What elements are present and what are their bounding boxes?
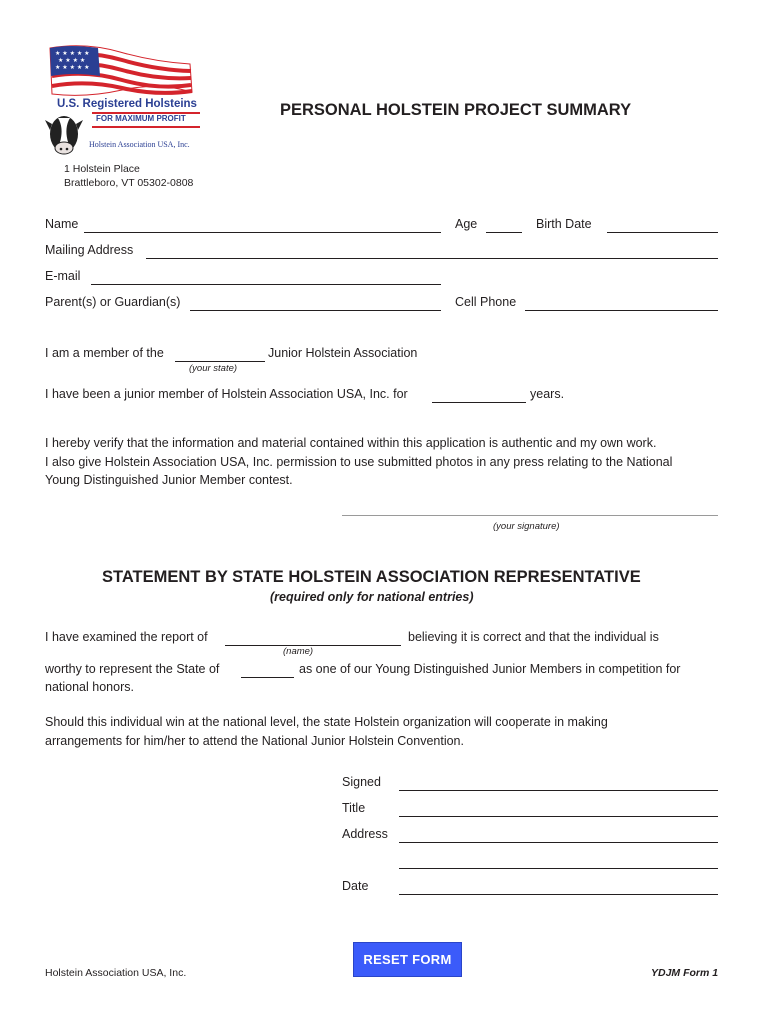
age-input[interactable] xyxy=(486,217,522,233)
years-suffix: years. xyxy=(530,387,565,401)
address-city: Brattleboro, VT 05302-0808 xyxy=(64,177,194,189)
cooperate-line-2: arrangements for him/her to attend the National Junior Holstein Convention. xyxy=(45,733,464,748)
worthy-line-2: national honors. xyxy=(45,680,134,694)
address-label: Address xyxy=(342,827,388,841)
years-input[interactable] xyxy=(432,387,526,403)
years-prefix: I have been a junior member of Holstein Association USA, Inc. for xyxy=(45,387,408,401)
svg-text:★ ★ ★ ★ ★: ★ ★ ★ ★ ★ xyxy=(55,64,90,71)
mailing-address-input[interactable] xyxy=(146,243,718,259)
address-input-line-2[interactable] xyxy=(399,853,718,869)
birth-date-input[interactable] xyxy=(607,217,718,233)
signed-label: Signed xyxy=(342,775,381,789)
signed-input[interactable] xyxy=(399,775,718,791)
parents-label: Parent(s) or Guardian(s) xyxy=(45,295,181,309)
logo-org-name: Holstein Association USA, Inc. xyxy=(89,140,190,149)
birth-date-label: Birth Date xyxy=(536,217,592,231)
flag-graphic xyxy=(40,42,200,104)
cell-phone-label: Cell Phone xyxy=(455,295,517,309)
logo-title: U.S. Registered Holsteins xyxy=(57,98,197,110)
cooperate-line-1: Should this individual win at the national level, the state Holstein organization will cooperate in making xyxy=(45,715,608,729)
svg-text:★ ★ ★ ★: ★ ★ ★ ★ xyxy=(58,57,86,64)
member-suffix: Junior Holstein Association xyxy=(268,346,418,360)
parents-input[interactable] xyxy=(190,295,441,311)
date-input[interactable] xyxy=(399,879,718,895)
state-hint: (your state) xyxy=(189,363,238,374)
logo xyxy=(40,42,200,162)
statement-subtitle: (required only for national entries) xyxy=(270,590,474,604)
date-label: Date xyxy=(342,879,369,893)
reset-form-button[interactable]: RESET FORM xyxy=(353,942,462,977)
verification-text xyxy=(45,434,725,490)
logo-ribbon xyxy=(92,112,200,128)
address-input[interactable] xyxy=(399,827,718,843)
verification-line-2: I also give Holstein Association USA, Inc. permission to use submitted photos in any press relating to the National xyxy=(45,454,673,469)
address-street: 1 Holstein Place xyxy=(64,163,140,175)
examined-name-input[interactable] xyxy=(225,630,401,646)
member-prefix: I am a member of the xyxy=(45,346,164,360)
mailing-address-label: Mailing Address xyxy=(45,243,134,257)
email-input[interactable] xyxy=(91,269,441,285)
verification-line-3: Young Distinguished Junior Member contest. xyxy=(45,473,293,487)
statement-title: STATEMENT BY STATE HOLSTEIN ASSOCIATION REPRESENTATIVE xyxy=(102,568,641,586)
title-input[interactable] xyxy=(399,801,718,817)
page-title: PERSONAL HOLSTEIN PROJECT SUMMARY xyxy=(280,101,632,119)
email-label: E-mail xyxy=(45,269,81,283)
logo-tagline: FOR MAXIMUM PROFIT xyxy=(96,114,186,123)
worthy-suffix: as one of our Young Distinguished Junior Members in competition for xyxy=(299,662,681,676)
name-hint: (name) xyxy=(283,646,314,657)
verification-line-1: I hereby verify that the information and material contained within this application is authentic and my own work. xyxy=(45,436,657,450)
cell-phone-input[interactable] xyxy=(525,295,718,311)
svg-text:★ ★ ★ ★ ★: ★ ★ ★ ★ ★ xyxy=(55,50,90,57)
title-label: Title xyxy=(342,801,366,815)
worthy-prefix: worthy to represent the State of xyxy=(45,662,220,676)
form-id: YDJM Form 1 xyxy=(651,967,719,979)
examined-prefix: I have examined the report of xyxy=(45,630,208,644)
examined-suffix: believing it is correct and that the individual is xyxy=(408,630,659,644)
name-input[interactable] xyxy=(84,217,441,233)
name-label: Name xyxy=(45,217,79,231)
worthy-state-input[interactable] xyxy=(241,662,294,678)
cooperate-text xyxy=(45,713,725,750)
footer-org: Holstein Association USA, Inc. xyxy=(45,967,187,979)
member-state-input[interactable] xyxy=(175,346,265,362)
signature-input[interactable] xyxy=(342,500,718,516)
cow-head-icon xyxy=(42,112,86,158)
signature-hint: (your signature) xyxy=(493,521,560,532)
age-label: Age xyxy=(455,217,478,231)
